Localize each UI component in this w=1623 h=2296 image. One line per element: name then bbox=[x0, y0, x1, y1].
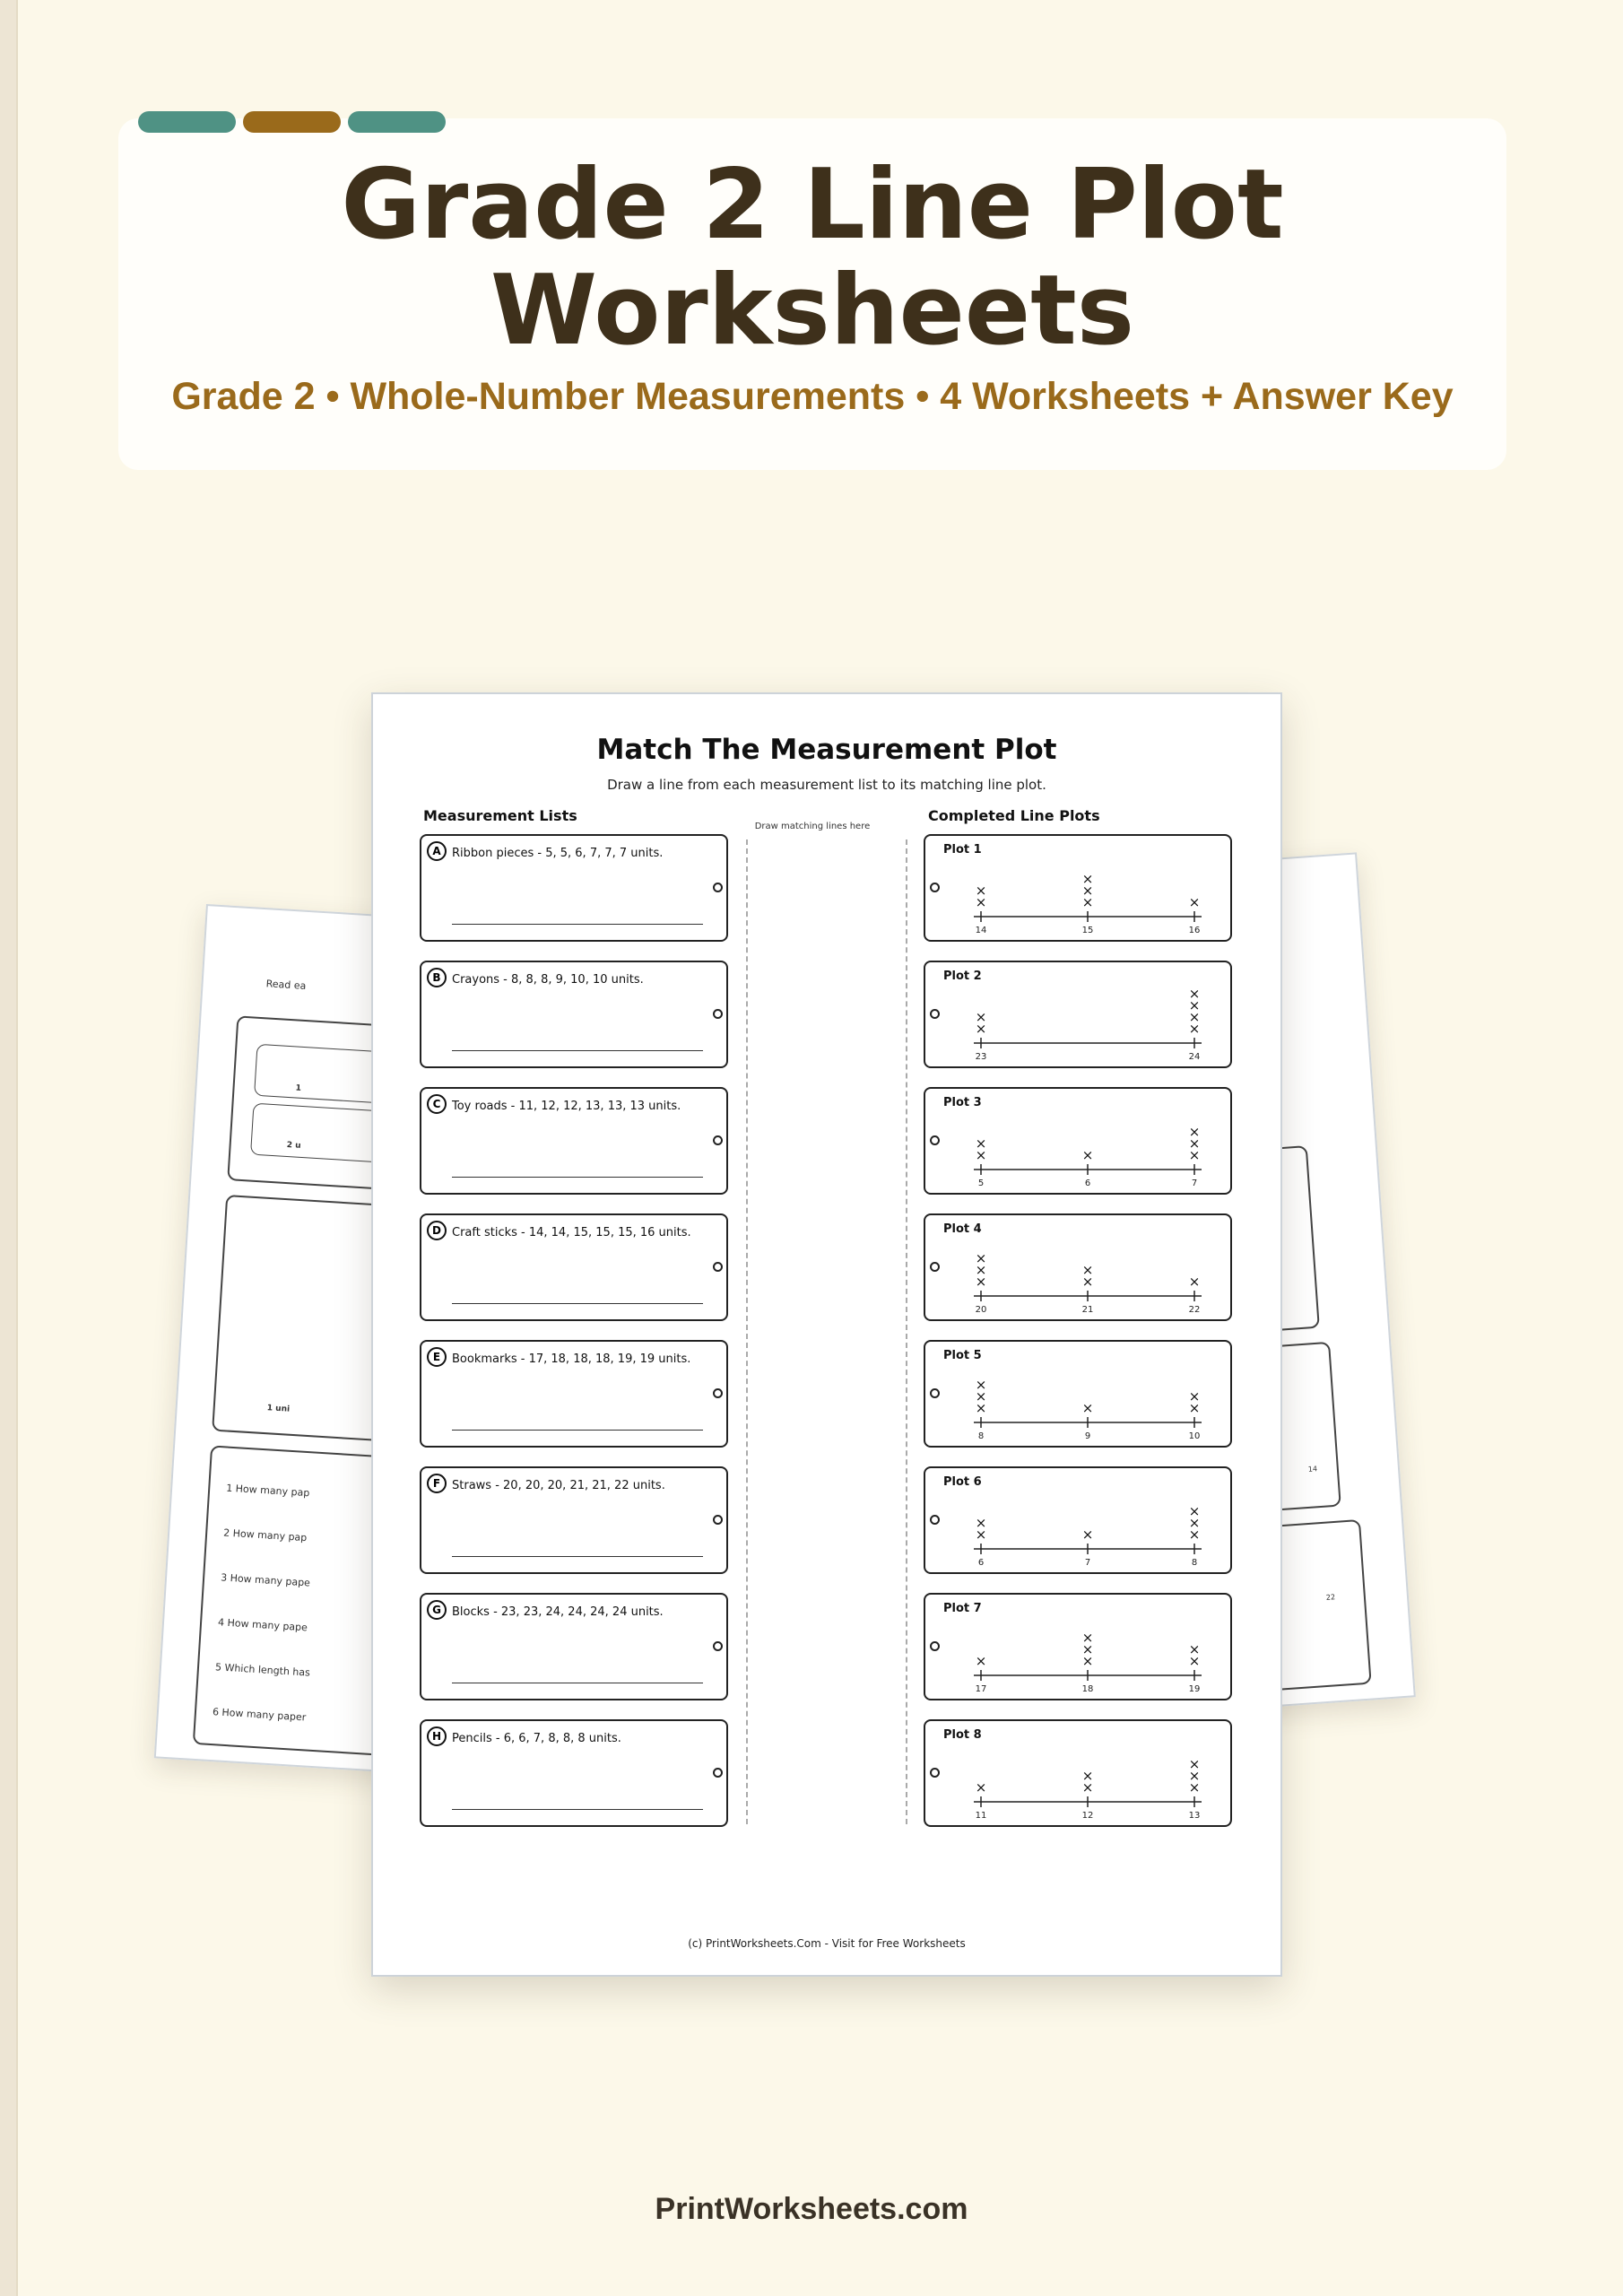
plot-x-mark: × bbox=[1081, 1641, 1094, 1657]
measurement-box-g bbox=[420, 1593, 728, 1700]
plot-x-mark: × bbox=[1188, 1756, 1201, 1772]
plot-tick-label: 5 bbox=[977, 1178, 985, 1188]
back-read-text: Read ea bbox=[265, 978, 307, 992]
plot-x-mark: × bbox=[1081, 1630, 1094, 1646]
plot-x-mark: × bbox=[1081, 1274, 1094, 1290]
plot-label: Plot 7 bbox=[943, 1602, 982, 1615]
measurement-text: Bookmarks - 17, 18, 18, 18, 19, 19 units. bbox=[452, 1352, 691, 1366]
line-plot bbox=[925, 1721, 1230, 1825]
plot-x-mark: × bbox=[1081, 1653, 1094, 1669]
page-title-line-1: Grade 2 Line Plot bbox=[341, 149, 1284, 261]
connect-dot[interactable] bbox=[713, 883, 723, 892]
line-plot bbox=[925, 1089, 1230, 1193]
plot-x-mark: × bbox=[1188, 1135, 1201, 1152]
plot-box-5 bbox=[924, 1340, 1232, 1448]
connect-dot[interactable] bbox=[713, 1262, 723, 1272]
measurement-box-f bbox=[420, 1466, 728, 1574]
measurement-text: Toy roads - 11, 12, 12, 13, 13, 13 units. bbox=[452, 1100, 681, 1113]
plot-x-mark: × bbox=[1081, 1400, 1094, 1416]
plot-x-mark: × bbox=[1188, 1641, 1201, 1657]
plot-tick-label: 14 bbox=[975, 926, 987, 935]
plot-label: Plot 3 bbox=[943, 1096, 982, 1109]
back-question-2: 2 How many pap bbox=[222, 1526, 308, 1544]
worksheet-footer: (c) PrintWorksheets.Com - Visit for Free Worksheets bbox=[688, 1937, 966, 1950]
plot-x-mark: × bbox=[1188, 1779, 1201, 1796]
connect-dot[interactable] bbox=[713, 1009, 723, 1019]
plot-x-mark: × bbox=[1081, 1262, 1094, 1278]
plot-tick-label: 20 bbox=[975, 1305, 987, 1315]
plot-x-mark: × bbox=[975, 1009, 987, 1025]
plot-x-mark: × bbox=[1188, 1147, 1201, 1163]
page-title-line-2: Worksheets bbox=[490, 255, 1135, 367]
plot-tick-label: 15 bbox=[1081, 926, 1094, 935]
divider-right bbox=[906, 839, 907, 1824]
plot-tick-label: 8 bbox=[977, 1431, 985, 1441]
line-plot bbox=[925, 962, 1230, 1066]
plot-x-mark: × bbox=[1188, 986, 1201, 1002]
plot-x-mark: × bbox=[1081, 894, 1094, 910]
back-unit-label-1: 1 bbox=[295, 1083, 302, 1093]
measurement-letter: H bbox=[427, 1726, 447, 1746]
measurement-letter: C bbox=[427, 1094, 447, 1114]
back-question-4: 4 How many pape bbox=[217, 1616, 308, 1634]
plot-tick-label: 10 bbox=[1188, 1431, 1201, 1441]
plot-x-mark: × bbox=[975, 1400, 987, 1416]
accent-bars bbox=[138, 111, 446, 133]
plot-label: Plot 8 bbox=[943, 1728, 982, 1742]
plot-x-mark: × bbox=[1188, 997, 1201, 1013]
plot-x-mark: × bbox=[1188, 1124, 1201, 1140]
plot-tick-label: 22 bbox=[1188, 1305, 1201, 1315]
answer-line[interactable] bbox=[452, 924, 703, 925]
line-plot bbox=[925, 1468, 1230, 1572]
plot-x-mark: × bbox=[1188, 1653, 1201, 1669]
measurement-text: Ribbon pieces - 5, 5, 6, 7, 7, 7 units. bbox=[452, 847, 664, 860]
left-edge-strip bbox=[0, 0, 18, 2296]
worksheet-title: Match The Measurement Plot bbox=[596, 734, 1057, 766]
answer-line[interactable] bbox=[452, 1303, 703, 1304]
plot-x-mark: × bbox=[1188, 1021, 1201, 1037]
page-title bbox=[118, 149, 1506, 367]
back-right-tick-4: 14 bbox=[1307, 1465, 1318, 1474]
plot-x-mark: × bbox=[1188, 1768, 1201, 1784]
plot-box-1 bbox=[924, 834, 1232, 942]
plot-x-mark: × bbox=[1188, 1503, 1201, 1519]
measurement-box-d bbox=[420, 1213, 728, 1321]
plot-tick-label: 24 bbox=[1188, 1052, 1201, 1062]
plot-x-mark: × bbox=[1188, 1388, 1201, 1405]
line-plot bbox=[925, 1342, 1230, 1446]
line-plot bbox=[925, 1595, 1230, 1699]
plot-x-mark: × bbox=[975, 1388, 987, 1405]
plot-label: Plot 1 bbox=[943, 843, 982, 857]
measurement-letter: G bbox=[427, 1600, 447, 1620]
plot-x-mark: × bbox=[1081, 883, 1094, 899]
plot-label: Plot 5 bbox=[943, 1349, 982, 1362]
plot-x-mark: × bbox=[1081, 871, 1094, 887]
plot-x-mark: × bbox=[1188, 1274, 1201, 1290]
plot-box-3 bbox=[924, 1087, 1232, 1195]
plot-tick-label: 23 bbox=[975, 1052, 987, 1062]
plot-x-mark: × bbox=[975, 1526, 987, 1543]
plot-box-7 bbox=[924, 1593, 1232, 1700]
answer-line[interactable] bbox=[452, 1809, 703, 1810]
plot-tick-label: 16 bbox=[1188, 926, 1201, 935]
measurement-text: Pencils - 6, 6, 7, 8, 8, 8 units. bbox=[452, 1732, 621, 1745]
plot-box-2 bbox=[924, 961, 1232, 1068]
measurement-letter: E bbox=[427, 1347, 447, 1367]
plot-x-mark: × bbox=[1188, 1400, 1201, 1416]
plot-box-8 bbox=[924, 1719, 1232, 1827]
plot-x-mark: × bbox=[975, 1147, 987, 1163]
measurement-box-e bbox=[420, 1340, 728, 1448]
measurement-text: Blocks - 23, 23, 24, 24, 24, 24 units. bbox=[452, 1605, 664, 1619]
plot-x-mark: × bbox=[1188, 1526, 1201, 1543]
plot-x-mark: × bbox=[975, 1515, 987, 1531]
measurement-box-a bbox=[420, 834, 728, 942]
measurement-letter: D bbox=[427, 1221, 447, 1240]
plot-x-mark: × bbox=[1188, 1009, 1201, 1025]
plot-tick-label: 9 bbox=[1084, 1431, 1091, 1441]
measurement-letter: B bbox=[427, 968, 447, 987]
connect-dot[interactable] bbox=[713, 1641, 723, 1651]
plot-x-mark: × bbox=[1081, 1526, 1094, 1543]
page-subtitle: Grade 2 • Whole-Number Measurements • 4 Worksheets + Answer Key bbox=[171, 375, 1454, 418]
connect-dot[interactable] bbox=[713, 1388, 723, 1398]
plot-x-mark: × bbox=[975, 1274, 987, 1290]
plot-x-mark: × bbox=[975, 1250, 987, 1266]
plot-x-mark: × bbox=[1081, 1768, 1094, 1784]
measurement-text: Crayons - 8, 8, 8, 9, 10, 10 units. bbox=[452, 973, 644, 987]
plot-x-mark: × bbox=[1081, 1779, 1094, 1796]
measurement-box-c bbox=[420, 1087, 728, 1195]
plot-tick-label: 13 bbox=[1188, 1811, 1201, 1821]
plot-x-mark: × bbox=[1081, 1147, 1094, 1163]
plot-tick-label: 21 bbox=[1081, 1305, 1094, 1315]
back-question-6: 6 How many paper bbox=[212, 1706, 307, 1724]
plot-tick-label: 12 bbox=[1081, 1811, 1094, 1821]
answer-line[interactable] bbox=[452, 1430, 703, 1431]
measurement-letter: F bbox=[427, 1474, 447, 1493]
measurement-letter: A bbox=[427, 841, 447, 861]
plot-x-mark: × bbox=[1188, 894, 1201, 910]
plot-x-mark: × bbox=[975, 883, 987, 899]
measurement-box-b bbox=[420, 961, 728, 1068]
plot-label: Plot 2 bbox=[943, 970, 982, 983]
back-question-1: 1 How many pap bbox=[225, 1482, 310, 1500]
back-question-5: 5 Which length has bbox=[214, 1661, 311, 1679]
plot-tick-label: 17 bbox=[975, 1684, 987, 1694]
plot-x-mark: × bbox=[975, 1653, 987, 1669]
completed-plots-heading: Completed Line Plots bbox=[928, 807, 1100, 824]
plot-x-mark: × bbox=[975, 1262, 987, 1278]
plot-tick-label: 11 bbox=[975, 1811, 987, 1821]
divider-left bbox=[746, 839, 748, 1824]
connect-dot[interactable] bbox=[713, 1515, 723, 1525]
plot-box-4 bbox=[924, 1213, 1232, 1321]
plot-tick-label: 19 bbox=[1188, 1684, 1201, 1694]
plot-tick-label: 8 bbox=[1191, 1558, 1198, 1568]
back-question-3: 3 How many pape bbox=[220, 1571, 311, 1589]
measurement-lists-heading: Measurement Lists bbox=[423, 807, 577, 824]
line-plot bbox=[925, 1215, 1230, 1319]
answer-line[interactable] bbox=[452, 1556, 703, 1557]
plot-x-mark: × bbox=[975, 1021, 987, 1037]
matching-lines-note: Draw matching lines here bbox=[754, 822, 871, 831]
accent-bar-1 bbox=[138, 111, 236, 133]
accent-bar-3 bbox=[348, 111, 446, 133]
front-worksheet bbox=[371, 692, 1282, 1977]
plot-x-mark: × bbox=[975, 1779, 987, 1796]
plot-label: Plot 4 bbox=[943, 1222, 982, 1236]
measurement-box-h bbox=[420, 1719, 728, 1827]
worksheet-instructions: Draw a line from each measurement list to its matching line plot. bbox=[607, 777, 1046, 793]
plot-x-mark: × bbox=[975, 894, 987, 910]
answer-line[interactable] bbox=[452, 1050, 703, 1051]
measurement-text: Straws - 20, 20, 20, 21, 21, 22 units. bbox=[452, 1479, 665, 1492]
plot-x-mark: × bbox=[975, 1135, 987, 1152]
connect-dot[interactable] bbox=[713, 1768, 723, 1778]
plot-x-mark: × bbox=[975, 1377, 987, 1393]
plot-tick-label: 6 bbox=[977, 1558, 985, 1568]
back-unit-label-2: 2 u bbox=[286, 1140, 301, 1151]
line-plot bbox=[925, 836, 1230, 940]
plot-tick-label: 7 bbox=[1084, 1558, 1091, 1568]
answer-line[interactable] bbox=[452, 1177, 703, 1178]
plot-x-mark: × bbox=[1188, 1515, 1201, 1531]
connect-dot[interactable] bbox=[713, 1135, 723, 1145]
footer-brand: PrintWorksheets.com bbox=[655, 2192, 968, 2226]
back-right-tick-5: 22 bbox=[1325, 1593, 1336, 1602]
plot-label: Plot 6 bbox=[943, 1475, 982, 1489]
accent-bar-2 bbox=[243, 111, 341, 133]
plot-tick-label: 7 bbox=[1191, 1178, 1198, 1188]
plot-box-6 bbox=[924, 1466, 1232, 1574]
plot-tick-label: 18 bbox=[1081, 1684, 1094, 1694]
measurement-text: Craft sticks - 14, 14, 15, 15, 15, 16 units. bbox=[452, 1226, 691, 1239]
plot-tick-label: 6 bbox=[1084, 1178, 1091, 1188]
back-unit-label-3: 1 uni bbox=[266, 1404, 291, 1414]
